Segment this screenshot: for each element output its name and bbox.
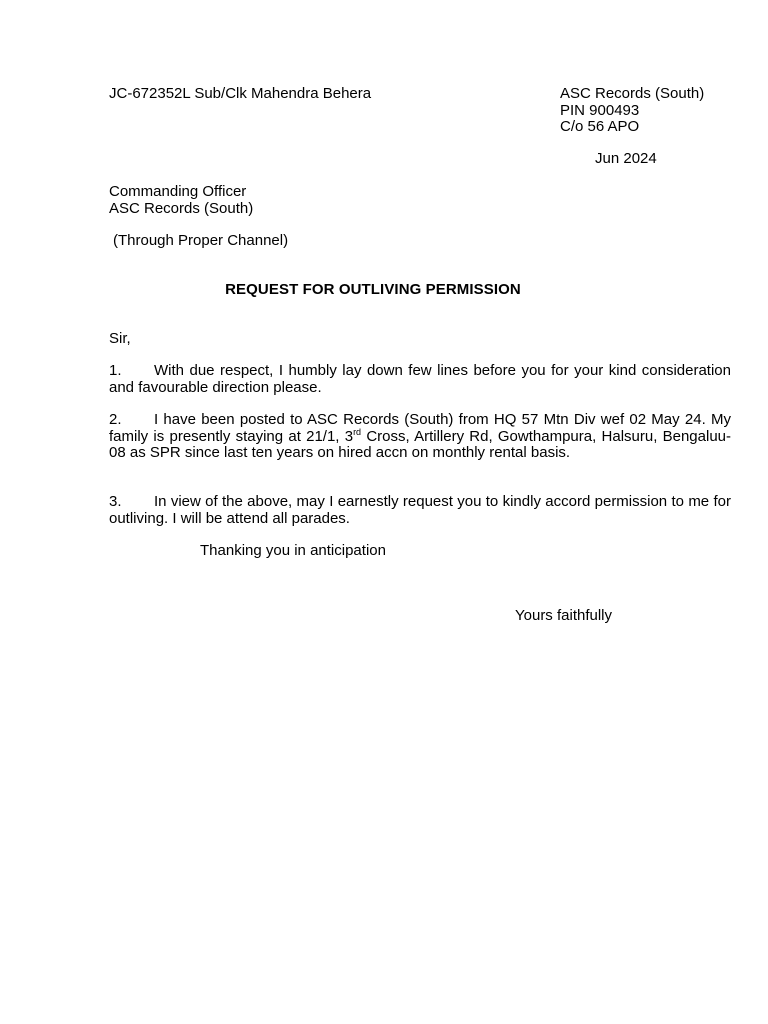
sender-address-apo: C/o 56 APO <box>560 118 640 135</box>
paragraph-text: With due respect, I humbly lay down few lines before you for your kind consideration and favourable direction please. <box>109 362 731 396</box>
sender-address <box>560 86 704 136</box>
paragraph-number: 1. <box>109 362 122 379</box>
paragraph-text-part-2: Cross, Artillery Rd, Gowthampura, Halsuru, Bengaluu-08 as SPR since last ten years on hired accn on monthly rental basis. <box>109 427 731 461</box>
subject-line <box>0 282 768 299</box>
thanks-line: Thanking you in anticipation <box>200 542 386 559</box>
paragraph-text: In view of the above, may I earnestly request you to kindly accord permission to me for outliving. I will be attend all parades. <box>109 493 731 527</box>
paragraph-text-part-1: I have been posted to ASC Records (South) from HQ 57 Mtn Div wef 02 May 24. My family is presently staying at 21/1, 3 <box>109 411 731 445</box>
paragraph-2 <box>109 412 731 462</box>
sender-address-pin: PIN 900493 <box>560 101 640 119</box>
paragraph-number: 3. <box>109 493 122 510</box>
letter-date: Jun 2024 <box>595 150 657 167</box>
sender-address-line: ASC Records (South) <box>560 85 705 102</box>
recipient-address <box>109 184 253 217</box>
closing-line: Yours faithfully <box>515 607 613 624</box>
recipient-office: ASC Records (South) <box>109 199 254 217</box>
subject-text: REQUEST FOR OUTLIVING PERMISSION <box>225 281 521 298</box>
channel-note: (Through Proper Channel) <box>113 232 289 249</box>
salutation: Sir, <box>109 330 131 347</box>
sender-line: JC-672352L Sub/Clk Mahendra Behera <box>109 85 372 102</box>
paragraph-1 <box>109 363 731 396</box>
recipient-title: Commanding Officer <box>109 183 247 200</box>
paragraph-number: 2. <box>109 411 122 428</box>
ordinal-suffix: rd <box>353 426 362 437</box>
paragraph-3 <box>109 494 731 527</box>
